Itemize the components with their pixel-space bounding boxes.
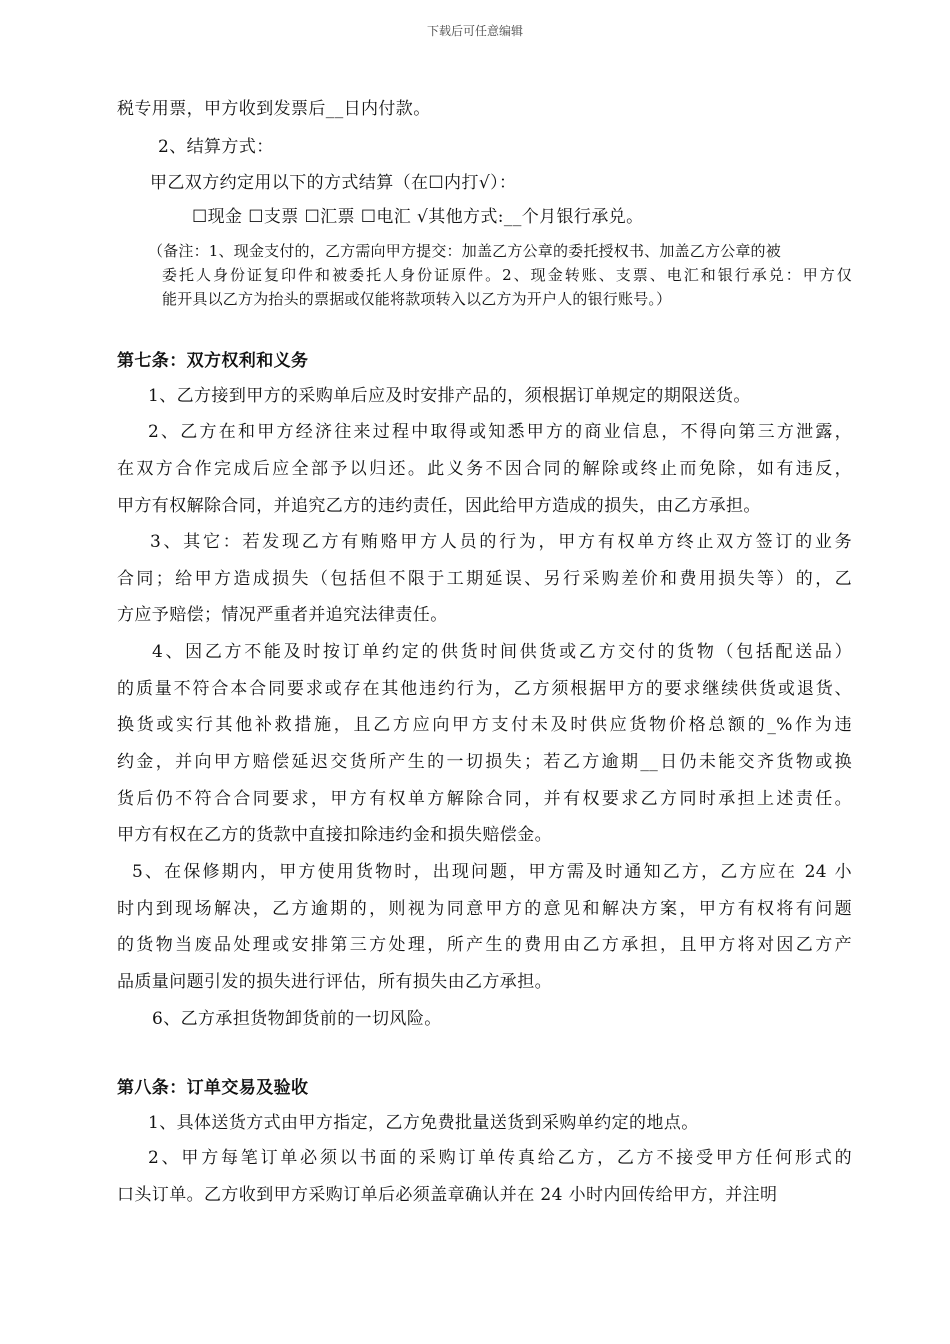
section-7-item-5-line: 品质量问题引发的损失进行评估，所有损失由乙方承担。 [117, 972, 552, 992]
section-7-item-4-line: 的质量不符合本合同要求或存在其他违约行为，乙方须根据甲方的要求继续供货或退货、 [117, 679, 852, 699]
section-7-item-3-line: 合同；给甲方造成损失（包括但不限于工期延误、另行采购差价和费用损失等）的，乙 [117, 569, 852, 589]
section-7-item-5-line: 的货物当废品处理或安排第三方处理，所产生的费用由乙方承担，且甲方将对因乙方产 [117, 935, 852, 955]
section-7-item-2-line: 在双方合作完成后应全部予以归还。此义务不因合同的解除或终止而免除，如有违反， [117, 459, 852, 479]
tax-invoice-line: 税专用票，甲方收到发票后__日内付款。 [117, 99, 431, 119]
section-7-item-3-line: 方应予赔偿；情况严重者并追究法律责任。 [117, 605, 448, 625]
settlement-title: 2、结算方式： [158, 137, 274, 157]
note-line: 委托人身份证复印件和被委托人身份证原件。2、现金转账、支票、电汇和银行承兑：甲方仅 [162, 266, 852, 284]
section-7-item-5-line: 时内到现场解决，乙方逾期的，则视为同意甲方的意见和解决方案，甲方有权将有问题 [117, 899, 852, 919]
note-line: （备注：1、现金支付的，乙方需向甲方提交：加盖乙方公章的委托授权书、加盖乙方公章的被 [148, 242, 781, 260]
page-header: 下载后可任意编辑 [426, 24, 523, 38]
section-7-item-4-line: 货后仍不符合合同要求，甲方有权单方解除合同，并有权要求乙方同时承担上述责任。 [117, 789, 852, 809]
section-7-item-4-line: 约金，并向甲方赔偿延迟交货所产生的一切损失；若乙方逾期__日仍未能交齐货物或换 [117, 752, 852, 772]
settlement-desc: 甲乙双方约定用以下的方式结算（在☐内打√）： [150, 173, 517, 193]
section-8-item-1: 1、具体送货方式由甲方指定，乙方免费批量送货到采购单约定的地点。 [148, 1113, 699, 1133]
section-8-item-2-line: 2、甲方每笔订单必须以书面的采购订单传真给乙方，乙方不接受甲方任何形式的 [148, 1148, 852, 1168]
section-7-item-4-line: 换货或实行其他补救措施，且乙方应向甲方支付未及时供应货物价格总额的_%作为违 [117, 715, 852, 735]
section-7-item-4-line: 4、因乙方不能及时按订单约定的供货时间供货或乙方交付的货物（包括配送品） [152, 642, 852, 662]
section-7-item-5-line: 5、在保修期内，甲方使用货物时，出现问题，甲方需及时通知乙方，乙方应在 24 小 [132, 862, 852, 882]
section-7-item-3-line: 3、其它：若发现乙方有贿赂甲方人员的行为，甲方有权单方终止双方签订的业务 [150, 532, 852, 552]
section-7-item-6: 6、乙方承担货物卸货前的一切风险。 [152, 1009, 442, 1029]
section-7-item-2-line: 2、乙方在和甲方经济往来过程中取得或知悉甲方的商业信息，不得向第三方泄露， [148, 422, 852, 442]
section-8-title: 第八条：订单交易及验收 [117, 1078, 309, 1098]
section-7-title: 第七条：双方权利和义务 [117, 351, 309, 371]
section-7-item-4-line: 甲方有权在乙方的货款中直接扣除违约金和损失赔偿金。 [117, 825, 552, 845]
note-line: 能开具以乙方为抬头的票据或仅能将款项转入以乙方为开户人的银行账号。） [162, 290, 672, 308]
section-7-item-1: 1、乙方接到甲方的采购单后应及时安排产品的，须根据订单规定的期限送货。 [148, 386, 751, 406]
payment-options: ☐现金 ☐支票 ☐汇票 ☐电汇 √其他方式:__个月银行承兑。 [192, 207, 644, 227]
section-7-item-2-line: 甲方有权解除合同，并追究乙方的违约责任，因此给甲方造成的损失，由乙方承担。 [117, 496, 761, 516]
section-8-item-2-line: 口头订单。乙方收到甲方采购订单后必须盖章确认并在 24 小时内回传给甲方，并注明 [117, 1185, 778, 1205]
